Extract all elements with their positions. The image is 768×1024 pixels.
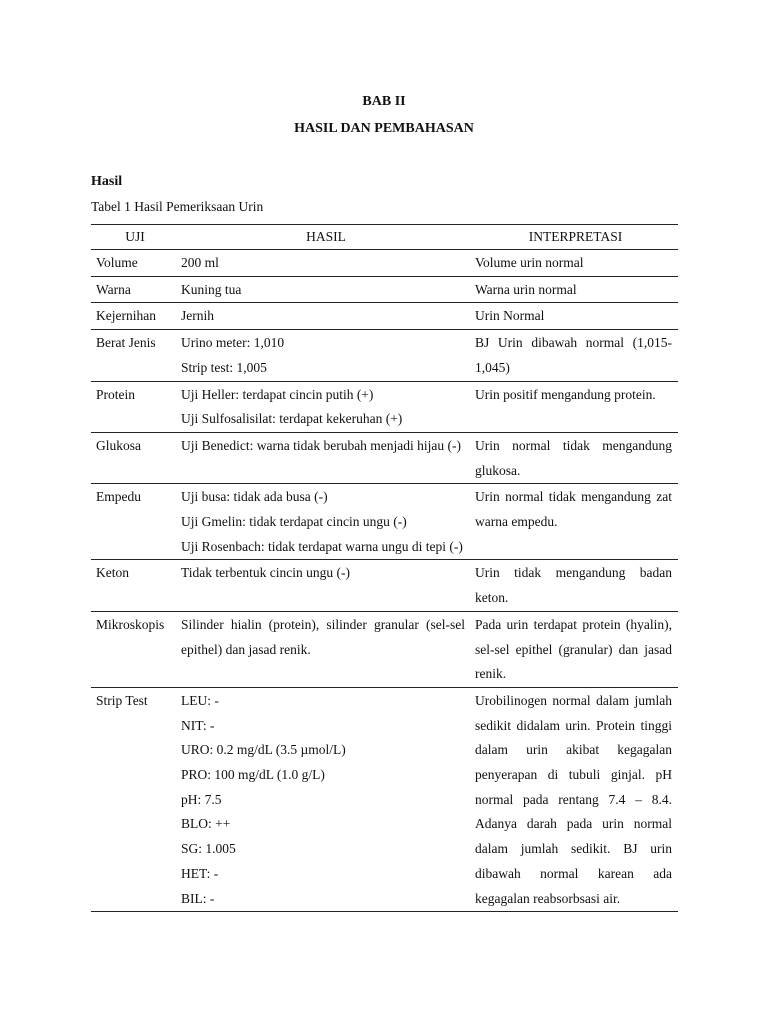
table-body [91,250,678,912]
table-row [91,560,678,611]
test-name-cell: Glukosa [91,432,179,483]
test-name-cell: Mikroskopis [91,611,179,687]
result-line: URO: 0.2 mg/dL (3.5 µmol/L) [181,742,346,758]
result-line: Uji Gmelin: tidak terdapat cincin ungu (-) [181,514,407,530]
result-cell [179,611,473,687]
result-cell [179,381,473,432]
table-row [91,276,678,303]
table-row [91,303,678,330]
table-row [91,432,678,483]
result-line: Silinder hialin (protein), silinder granular (sel-sel epithel) dan jasad renik. [181,616,465,657]
result-cell [179,484,473,560]
result-cell [179,687,473,911]
interpretation-cell: Urin normal tidak mengandung glukosa. [473,432,678,483]
chapter-number: BAB II [362,94,406,109]
result-cell [179,250,473,277]
result-line: Jernih [181,308,214,324]
table-row [91,484,678,560]
result-line: BLO: ++ [181,816,231,832]
result-line: BIL: - [181,890,215,906]
result-line: 200 ml [181,255,219,270]
test-name-cell: Empedu [91,484,179,560]
table-row [91,330,678,381]
table-row [91,687,678,911]
interpretation-cell: Urin normal tidak mengandung zat warna empedu. [473,484,678,560]
result-line: Uji Sulfosalisilat: terdapat kekeruhan (+) [181,411,403,427]
table-row [91,381,678,432]
test-name-cell: Warna [91,276,179,303]
result-cell [179,560,473,611]
result-line: Uji busa: tidak ada busa (-) [181,489,328,505]
test-name-cell: Protein [91,381,179,432]
test-name-cell: Strip Test [91,687,179,911]
test-name-cell: Keton [91,560,179,611]
table-row [91,611,678,687]
interpretation-cell: BJ Urin dibawah normal (1,015-1,045) [473,330,678,381]
result-line: Uji Benedict: warna tidak berubah menjadi hijau (-) [181,437,462,453]
result-line: HET: - [181,865,219,881]
result-line: Strip test: 1,005 [181,359,267,375]
results-table [91,224,678,912]
result-cell [179,276,473,303]
result-line: LEU: - [181,692,219,708]
interpretation-cell: Pada urin terdapat protein (hyalin), sel-sel epithel (granular) dan jasad renik. [473,611,678,687]
result-line: Urino meter: 1,010 [181,335,285,351]
header-uji: UJI [91,225,179,250]
result-line: Kuning tua [181,281,242,297]
interpretation-cell: Urin positif mengandung protein. [473,381,678,432]
chapter-title: HASIL DAN PEMBAHASAN [294,121,474,136]
header-interpretasi: INTERPRETASI [473,225,678,250]
interpretation-cell: Warna urin normal [473,276,678,303]
header-row [91,225,678,250]
section-heading: Hasil [91,174,123,189]
interpretation-cell: Urin Normal [473,303,678,330]
result-line: PRO: 100 mg/dL (1.0 g/L) [181,767,325,783]
result-line: Uji Rosenbach: tidak terdapat warna ungu di tepi (-) [181,538,463,554]
result-line: SG: 1.005 [181,841,236,857]
test-name-cell: Kejernihan [91,303,179,330]
table-header [91,225,678,250]
table-caption: Tabel 1 Hasil Pemeriksaan Urin [91,199,264,214]
interpretation-cell: Urin tidak mengandung badan keton. [473,560,678,611]
result-cell [179,330,473,381]
test-name-cell: Volume [91,250,179,277]
table-row [91,250,678,277]
result-cell [179,432,473,483]
header-hasil: HASIL [179,225,473,250]
result-line: Tidak terbentuk cincin ungu (-) [181,565,350,581]
interpretation-cell: Urobilinogen normal dalam jumlah sedikit didalam urin. Protein tinggi dalam urin akibat kegagalan penyerapan di tubuli ginjal. pH normal pada rentang 7.4 – 8.4. Adanya darah pada urin normal dalam jumlah sedikit. BJ urin dibawah normal karean ada kegagalan reabsorbsasi air. [473,687,678,911]
result-line: pH: 7.5 [181,791,222,807]
result-line: Uji Heller: terdapat cincin putih (+) [181,386,374,402]
test-name-cell: Berat Jenis [91,330,179,381]
result-cell [179,303,473,330]
interpretation-cell: Volume urin normal [473,250,678,277]
result-line: NIT: - [181,717,215,733]
